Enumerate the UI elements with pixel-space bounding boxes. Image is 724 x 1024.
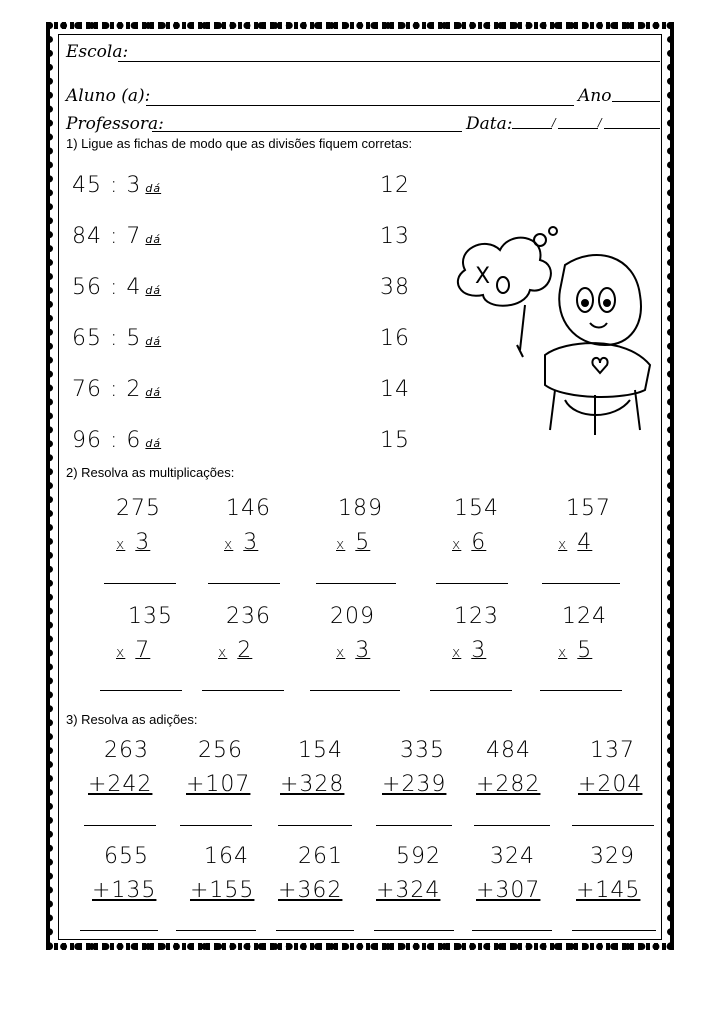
add-top: 137 — [590, 738, 635, 763]
add-top: 256 — [198, 738, 243, 763]
add-top: 324 — [490, 844, 535, 869]
add-bottom: +282 — [476, 772, 541, 797]
answer-card[interactable]: 15 — [380, 428, 410, 453]
answer-blank[interactable] — [474, 825, 550, 826]
add-top: 335 — [400, 738, 445, 763]
add-bottom: +135 — [92, 878, 157, 903]
ano-label: Ano — [578, 86, 612, 106]
question-2-prompt: 2) Resolva as multiplicações: — [66, 465, 235, 480]
answer-card[interactable]: 12 — [380, 173, 410, 198]
division-4[interactable]: 65 : 5 dá — [72, 326, 162, 351]
answer-blank[interactable] — [472, 930, 552, 931]
add-top: 154 — [298, 738, 343, 763]
mult-multiplier: x 5 — [558, 638, 593, 663]
division-3[interactable]: 56 : 4 dá — [72, 275, 162, 300]
answer-blank[interactable] — [202, 690, 284, 691]
aluno-label: Aluno (a): — [66, 86, 151, 106]
add-bottom: +145 — [576, 878, 641, 903]
answer-blank[interactable] — [208, 583, 280, 584]
date-year-field[interactable] — [604, 128, 660, 129]
aluno-field[interactable] — [146, 105, 574, 106]
mult-multiplier: x 6 — [452, 530, 487, 555]
mult-top: 146 — [226, 496, 271, 521]
mult-top: 275 — [116, 496, 161, 521]
mult-top: 123 — [454, 604, 499, 629]
add-bottom: +204 — [578, 772, 643, 797]
answer-blank[interactable] — [176, 930, 256, 931]
answer-card[interactable]: 38 — [380, 275, 410, 300]
mult-multiplier: x 2 — [218, 638, 253, 663]
data-label: Data: — [466, 114, 513, 134]
answer-blank[interactable] — [310, 690, 400, 691]
escola-label: Escola: — [66, 42, 129, 62]
add-bottom: +242 — [88, 772, 153, 797]
girl-painting-illustration — [445, 225, 665, 440]
mult-top: 189 — [338, 496, 383, 521]
add-bottom: +328 — [280, 772, 345, 797]
add-top: 263 — [104, 738, 149, 763]
mult-multiplier: x 7 — [116, 638, 151, 663]
professora-label: Professora: — [66, 114, 164, 134]
answer-blank[interactable] — [316, 583, 396, 584]
mult-multiplier: x 4 — [558, 530, 593, 555]
answer-blank[interactable] — [572, 825, 654, 826]
answer-blank[interactable] — [572, 930, 656, 931]
answer-blank[interactable] — [84, 825, 156, 826]
mult-top: 236 — [226, 604, 271, 629]
date-separator: / — [598, 116, 602, 129]
add-bottom: +155 — [190, 878, 255, 903]
answer-card[interactable]: 16 — [380, 326, 410, 351]
mult-top: 135 — [128, 604, 173, 629]
mult-top: 124 — [562, 604, 607, 629]
division-2[interactable]: 84 : 7 dá — [72, 224, 162, 249]
answer-blank[interactable] — [100, 690, 182, 691]
add-top: 484 — [486, 738, 531, 763]
add-bottom: +324 — [376, 878, 441, 903]
mult-multiplier: x 5 — [336, 530, 371, 555]
date-day-field[interactable] — [512, 128, 552, 129]
division-6[interactable]: 96 : 6 dá — [72, 428, 162, 453]
mult-multiplier: x 3 — [224, 530, 259, 555]
ano-field[interactable] — [612, 101, 660, 102]
worksheet — [58, 34, 662, 940]
question-1-prompt: 1) Ligue as fichas de modo que as divisões fiquem corretas: — [66, 136, 413, 151]
professora-field[interactable] — [152, 131, 462, 132]
answer-blank[interactable] — [376, 825, 452, 826]
division-1[interactable]: 45 : 3 dá — [72, 173, 162, 198]
answer-blank[interactable] — [542, 583, 620, 584]
mult-top: 209 — [330, 604, 375, 629]
add-top: 329 — [590, 844, 635, 869]
question-3-prompt: 3) Resolva as adições: — [66, 712, 198, 727]
add-top: 261 — [298, 844, 343, 869]
escola-field[interactable] — [118, 61, 660, 62]
answer-blank[interactable] — [278, 825, 352, 826]
answer-blank[interactable] — [180, 825, 252, 826]
add-top: 655 — [104, 844, 149, 869]
mult-multiplier: x 3 — [336, 638, 371, 663]
division-5[interactable]: 76 : 2 dá — [72, 377, 162, 402]
answer-blank[interactable] — [436, 583, 508, 584]
mult-top: 157 — [566, 496, 611, 521]
answer-blank[interactable] — [80, 930, 158, 931]
answer-card[interactable]: 13 — [380, 224, 410, 249]
add-bottom: +362 — [278, 878, 343, 903]
date-separator: / — [552, 116, 556, 129]
answer-card[interactable]: 14 — [380, 377, 410, 402]
add-bottom: +307 — [476, 878, 541, 903]
mult-multiplier: x 3 — [116, 530, 151, 555]
mult-multiplier: x 3 — [452, 638, 487, 663]
date-month-field[interactable] — [558, 128, 598, 129]
answer-blank[interactable] — [540, 690, 622, 691]
answer-blank[interactable] — [430, 690, 512, 691]
add-bottom: +107 — [186, 772, 251, 797]
answer-blank[interactable] — [276, 930, 354, 931]
answer-blank[interactable] — [374, 930, 454, 931]
add-bottom: +239 — [382, 772, 447, 797]
add-top: 164 — [204, 844, 249, 869]
answer-blank[interactable] — [104, 583, 176, 584]
mult-top: 154 — [454, 496, 499, 521]
svg-text:X: X — [475, 264, 491, 289]
add-top: 592 — [396, 844, 441, 869]
